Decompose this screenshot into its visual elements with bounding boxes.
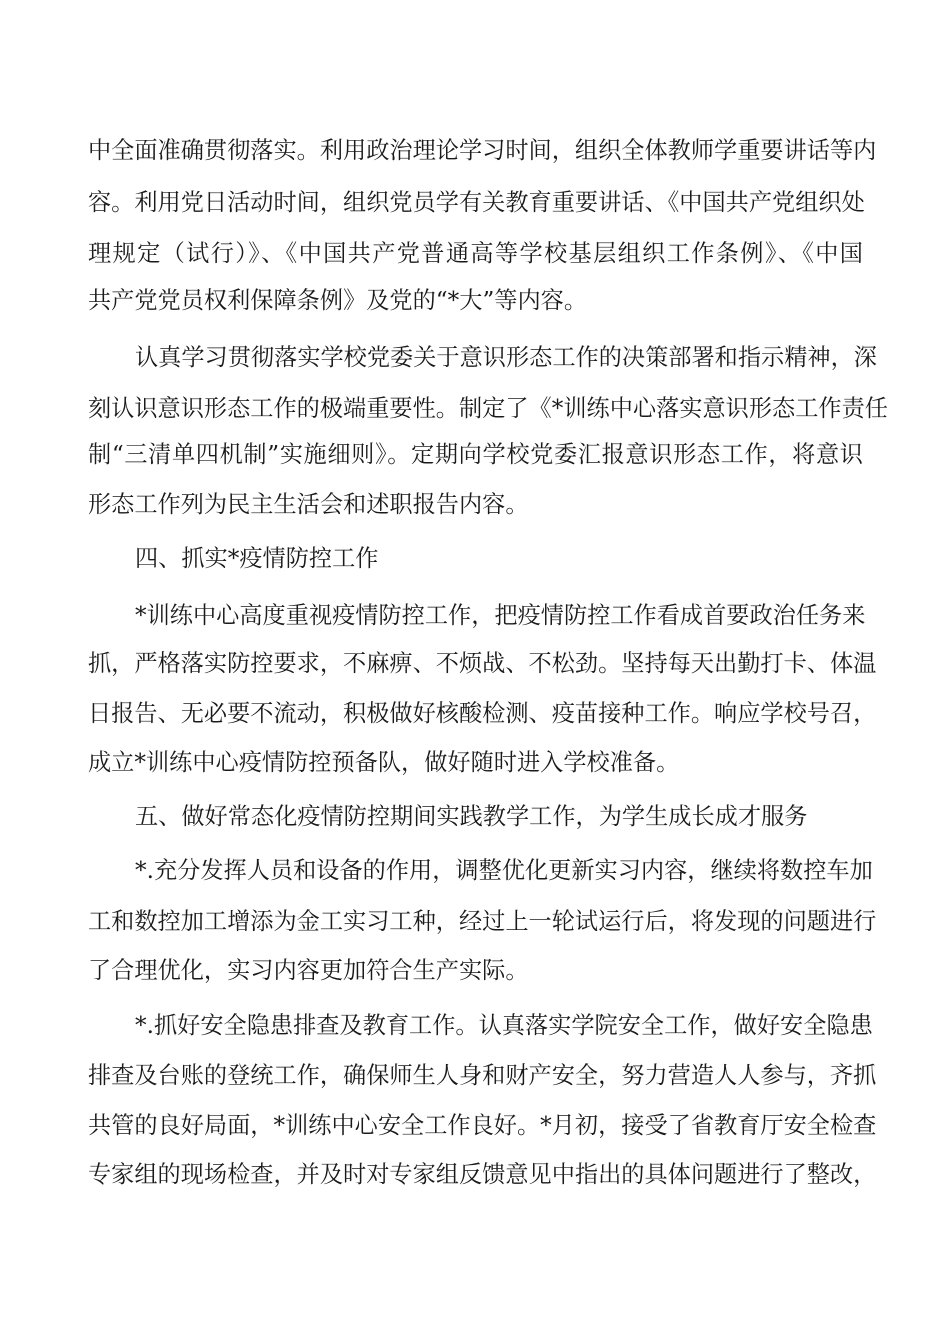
text-line: *.充分发挥人员和设备的作用，调整优化更新实习内容，继续将数控车加 bbox=[135, 857, 873, 884]
section-heading: 五、做好常态化疫情防控期间实践教学工作，为学生成长成才服务 bbox=[135, 803, 808, 830]
section-heading: 四、抓实*疫情防控工作 bbox=[135, 545, 379, 572]
text-line: 共管的良好局面，*训练中心安全工作良好。*月初，接受了省教育厅安全检查 bbox=[88, 1112, 877, 1139]
text-line: *训练中心高度重视疫情防控工作，把疫情防控工作看成首要政治任务来 bbox=[135, 602, 866, 629]
text-line: 理规定（试行）》、《中国共产党普通高等学校基层组织工作条例》、《中国 bbox=[88, 240, 863, 267]
text-line: 形态工作列为民主生活会和述职报告内容。 bbox=[88, 491, 529, 518]
text-line: 专家组的现场检查，并及时对专家组反馈意见中指出的具体问题进行了整改， bbox=[88, 1161, 877, 1188]
text-line: 了合理优化，实习内容更加符合生产实际。 bbox=[88, 957, 529, 984]
text-line: 刻认识意识形态工作的极端重要性。制定了《*训练中心落实意识形态工作责任 bbox=[88, 395, 888, 422]
text-line: 日报告、无必要不流动，积极做好核酸检测、疫苗接种工作。响应学校号召， bbox=[88, 700, 877, 727]
text-line: *.抓好安全隐患排查及教育工作。认真落实学院安全工作，做好安全隐患 bbox=[135, 1012, 873, 1039]
text-line: 工和数控加工增添为金工实习工种，经过上一轮试运行后，将发现的问题进行 bbox=[88, 908, 877, 935]
text-line: 中全面准确贯彻落实。利用政治理论学习时间，组织全体教师学重要讲话等内 bbox=[88, 137, 877, 164]
text-line: 排查及台账的登统工作，确保师生人身和财产安全，努力营造人人参与，齐抓 bbox=[88, 1062, 877, 1089]
text-line: 制“三清单四机制”实施细则》。定期向学校党委汇报意识形态工作，将意识 bbox=[88, 441, 863, 468]
text-line: 认真学习贯彻落实学校党委关于意识形态工作的决策部署和指示精神，深 bbox=[135, 344, 877, 371]
text-line: 抓，严格落实防控要求，不麻痹、不烦战、不松劲。坚持每天出勤打卡、体温 bbox=[88, 650, 877, 677]
text-line: 容。利用党日活动时间，组织党员学有关教育重要讲话、《中国共产党组织处 bbox=[88, 189, 865, 216]
text-line: 成立*训练中心疫情防控预备队，做好随时进入学校准备。 bbox=[88, 749, 680, 776]
text-line: 共产党党员权利保障条例》及党的“*大”等内容。 bbox=[88, 287, 588, 314]
